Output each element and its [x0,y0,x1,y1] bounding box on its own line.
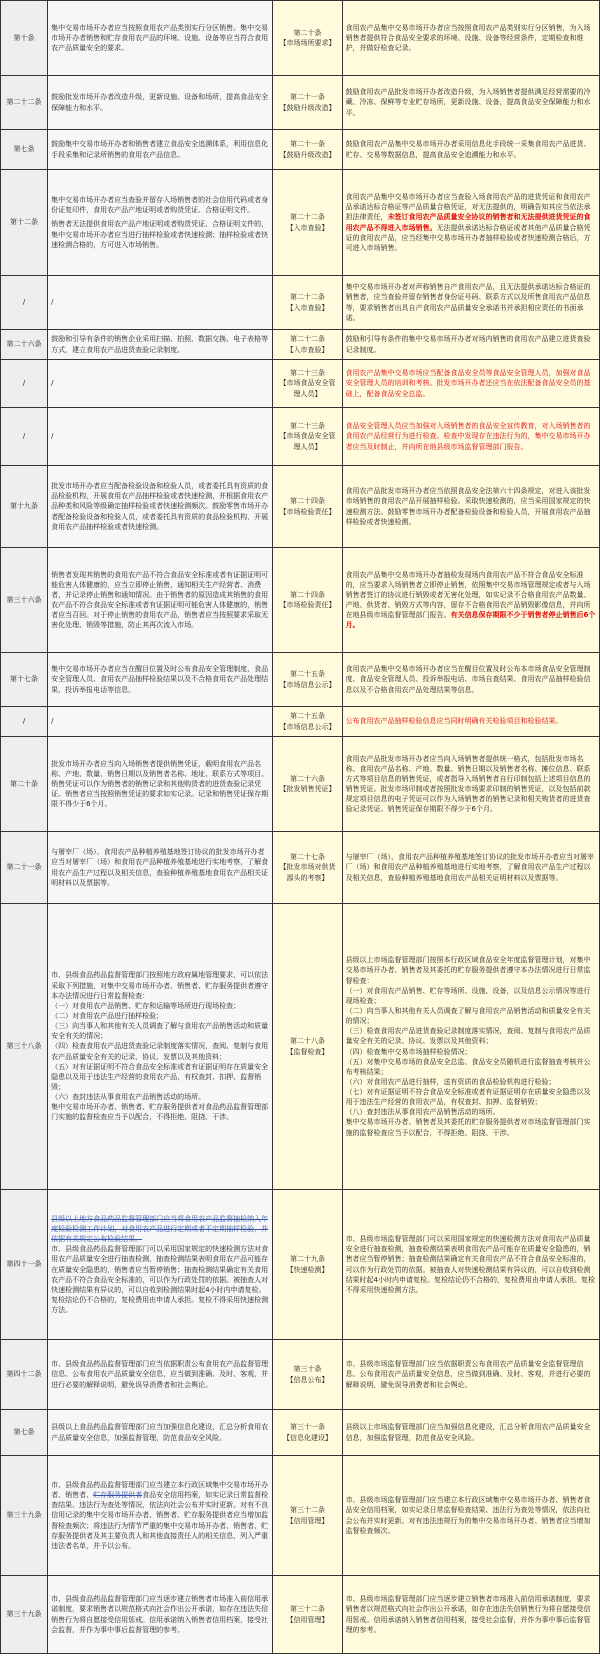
new-article-number: 第三十条 [293,1365,322,1374]
new-article-cell [273,707,342,737]
old-article-text: 集中交易市场开办者应当按照食用农产品类别实行分区销售。集中交易市场开办者销售和贮存食用农产品的环境、设施、设备等应当符合食用农产品质量安全的要求。 [48,1,273,76]
new-article-cell [273,1,342,76]
new-article-text: 食用农产品集中交易市场开办者应当按照食用农产品类别实行分区销售，为入场销售者提供符合食品安全要求的环境、设施、设备等经营条件，定期检查和维护，并做好检查记录。 [342,1,599,76]
table-row [1,832,600,904]
table-row [1,653,600,707]
old-article-number: / [1,408,48,466]
new-article-cell [273,548,342,653]
old-article-number: 第七条 [1,1410,48,1456]
new-article-number: 第二十条 [293,28,322,37]
table-row [1,1410,600,1456]
table-row [1,130,600,170]
new-article-title: 【市场信息公示】 [279,680,336,689]
new-article-number: 第三十一条 [290,1423,325,1432]
table-row [1,1190,600,1340]
old-article-text: 鼓励集中交易市场开办者和销售者建立食品安全追溯体系，利用信息化手段采集和记录所销售的食用农产品信息。 [48,130,273,170]
table-row [1,1456,600,1576]
new-article-number: 第二十九条 [290,1255,325,1264]
old-article-text: 销售者发现其销售的食用农产品不符合食品安全标准或者有证据证明可能危害人体健康的，应当立即停止销售，通知相关生产经营者、消费者，并记录停止销售和通知情况。由于销售者的原因造成其销售的食用农产品不符合食品安全标准或者有证据证明可能危害人体健康的，销售者应当召回。对于停止销售的食用农产品，销售者应当按照要求采取无害化处理、销毁等措施，防止其再次流入市场。 [48,548,273,653]
new-article-number: 第二十四条 [290,497,325,506]
new-article-title: 【市场食品安全管理人员】 [279,379,336,398]
new-article-cell [273,1190,342,1340]
new-article-text: 鼓励和引导有条件的集中交易市场开办者对场内销售的食用农产品建立进货查验记录制度。 [342,330,599,360]
new-article-number: 第二十四条 [290,590,325,599]
new-article-number: 第二十七条 [290,853,325,862]
old-article-text: / [48,360,273,408]
new-article-cell [273,360,342,408]
new-article-title: 【入市查验】 [286,223,329,232]
new-article-text: 食用农产品集中交易市场开办者应当查验入场食用农产品的进货凭证和食用农产品承诺达标合格证等产品质量合格凭证，对无法提供的，明确告知其应当依法承担法律责任，未签订食用农产品质量安全协议的销售者和无法提供进货凭证的食用农产品不得进入市场销售。无法提供承诺达标合格证或者其他产品质量合格凭证的食用农产品，应当经集中交易市场开办者抽样检验或者快速检测合格后，方可进入市场销售。 [342,170,599,276]
new-article-number: 第二十五条 [290,712,325,721]
new-article-number: 第二十二条 [290,213,325,222]
old-article-number: 第二十条 [1,737,48,832]
new-article-number: 第二十八条 [290,1037,325,1046]
new-article-cell [273,653,342,707]
new-article-text: 食用农产品批发市场开办者应当依照食品安全法第六十四条规定，对进入该批发市场销售的食用农产品开展抽样检验。采取快速检测的，应当采用国家规定的快速检测方法。鼓励零售市场开办者配备检验设备和检验人员，开展食用农产品抽样检验或者快速检测。 [342,466,599,548]
old-article-number: 第三十八条 [1,904,48,1190]
old-article-text: / [48,276,273,330]
new-article-title: 【监督检查】 [286,1047,329,1056]
old-article-text: 鼓励和引导有条件的销售企业采用扫描、拍照、数据交换、电子表格等方式，建立食用农产品进货查验记录制度。 [48,330,273,360]
old-article-text: 批发市场开办者应当配备检验设备和检验人员，或者委托具有资质的食品检验机构，开展食用农产品抽样检验或者快速检测，并根据食用农产品种类和风险等级确定抽样检验或者快速检测频次。鼓励零售市场开办者配备检验设备和检验人员，或者委托具有资质的食品检验机构，开展食用农产品抽样检验或者快速检测。 [48,466,273,548]
old-article-text: 县级以上地方食品药品监督管理部门应当将食用农产品监督抽检纳入年度检验检测工作计划，对食用农产品进行定期或者不定期抽样检验，并依据有关规定公布检验结果。 市、县级食品药品监督管理部门可以采用国家规定的快速检测方法对食用农产品质量安全进行抽查检测，抽查检测结果表明食用农产品可能存在质量安全隐患的，销售者应当暂停销售；抽查检测结果确定有关食用农产品不符合食品安全标准的，可以作为行政处罚的依据。被抽查人对快速检测结果有异议的，可以自收到检测结果时起4小时内申请复检。复检结论仍不合格的，复检费用由申请人承担。复检不得采用快速检测方法。 [48,1190,273,1340]
old-article-text: 与屠宰厂（场）、食用农产品种植养殖基地签订协议的批发市场开办者应当对屠宰厂（场）和食用农产品种植养殖基地进行实地考察，了解食用农产品生产过程以及相关信息，查验种植养殖基地食用农产品相关证明材料以及票据等。 [48,832,273,904]
deleted-text: 县级以上地方食品药品监督管理部门应当将食用农产品监督抽检纳入年度检验检测工作计划，对食用农产品进行定期或者不定期抽样检验，并依据有关规定公布检验结果。 [51,1214,269,1244]
old-article-text: / [48,707,273,737]
new-article-cell [273,276,342,330]
new-article-cell [273,832,342,904]
new-article-title: 【批发市场对供货源头的考察】 [279,863,336,882]
new-article-text: 公布食用农产品抽样检验信息应当同时明确有关检验项目和检验结果。 [342,707,599,737]
new-article-number: 第二十一条 [290,93,325,102]
new-article-text: 食用农产品集中交易市场开办者应当在醒目位置及时公布本市场食品安全管理制度、食品安全管理人员、投诉举报电话、市场自查结果、食用农产品抽样检验信息以及不合格食用农产品处理结果等信息。 [342,653,599,707]
new-article-text: 集中交易市场开办者对声称销售自产食用农产品，且无法提供承诺达标合格证的销售者，应当查验并留存销售者身份证号码、联系方式以及所售食用农产品信息等，要求销售者出具自产食用农产品质量安全承诺书并承担相应责任的书面承诺。 [342,276,599,330]
new-article-title: 【信用管理】 [286,1615,329,1624]
old-article-text: / [48,408,273,466]
old-article-number: 第三十六条 [1,548,48,653]
old-article-text: 集中交易市场开办者应当在醒目位置及时公布食品安全管理制度、食品安全管理人员、食用农产品抽样检验结果以及不合格食用农产品处理结果、投诉举报电话等信息。 [48,653,273,707]
new-article-title: 【信用管理】 [286,1516,329,1525]
old-article-number: 第十条 [1,1,48,76]
old-article-text: 市、县级食品药品监督管理部门应当逐步建立销售者市场准入前信用承诺制度，要求销售者以规范格式向社会作出公开承诺，如存在违法失信销售行为将自愿接受信用惩戒。信用承诺纳入销售者信用档案，接受社会监督，并作为事中事后监督管理的参考。 [48,1576,273,1654]
old-article-number: / [1,707,48,737]
new-article-cell [273,1456,342,1576]
old-article-number: / [1,360,48,408]
new-article-text: 食用农产品集中交易市场应当配备食品安全员等食品安全管理人员，加强对食品安全管理人员的培训和考核。批发市场开办者还应当在依法配备食品安全员的基础上，配备食品安全总监。 [342,360,599,408]
new-article-title: 【市场食品安全管理人员】 [279,432,336,451]
old-article-number: 第三十九条 [1,1576,48,1654]
new-article-number: 第三十二条 [290,1605,325,1614]
old-article-number: 第二十二条 [1,76,48,130]
new-article-text: 鼓励食用农产品批发市场开办者改造升级，为入场销售者提供满足经营需要的冷藏、冷冻、保鲜等专业贮存场所，更新设施、设备，提高食品安全保障能力和水平。 [342,76,599,130]
new-article-cell [273,904,342,1190]
table-row [1,360,600,408]
new-article-text: 鼓励食用农产品集中交易市场开办者采用信息化手段统一采集食用农产品进货、贮存、交易等数据信息，提高食品安全追溯能力和水平。 [342,130,599,170]
new-article-cell [273,1340,342,1410]
new-article-text: 市、县级市场监督管理部门应当建立本行政区域集中交易市场开办者、销售者食品安全信用档案，如实记录日常监督检查结果、违法行为查处等情况，依法向社会公布并实时更新。对有违法违规行为的集中交易市场开办者、销售者应当增加监督检查频次。 [342,1456,599,1576]
new-article-title: 【快速检测】 [286,1265,329,1274]
new-article-text: 食品安全管理人员应当加强对入场销售者的食品安全宣传教育，对入场销售者的食用农产品经营行为进行检查。检查中发现存在违法行为的，集中交易市场开办者应当及时制止，并向所在地县级市场监督管理部门报告。 [342,408,599,466]
new-article-number: 第三十二条 [290,1506,325,1515]
table-row [1,276,600,330]
new-article-cell [273,737,342,832]
new-article-text: 县级以上市场监督管理部门按照本行政区域食品安全年度监督管理计划，对集中交易市场开办者、销售者及其委托的贮存服务提供者遵守本办法情况进行日常监督检查： （一）对食用农产品销售、贮存等场所、设施、设备，以及信息公示情况等进行现场检查； （二）向当事人和其他有关人员调查了解与食用农产品销售活动和质量安全有关的情况； （三）检查食用农产品进货查验记录制度落实情况，查阅、复制与食用农产品质量安全有关的记录、协议、发票以及其他资料； （四）检查集中交易市场抽样检验情况； （五）对集中交易市场的食品安全总监、食品安全员随机进行监督抽查考核并公布考核结果； （六）对食用农产品进行抽样，送有资质的食品检验机构进行检验； （七）对有证据证明不符合食品安全标准或者有证据证明存在质量安全隐患以及用于违法生产经营的食用农产品，有权查封、扣押、监督销毁； （八）查封违法从事食用农产品销售活动的场所。 集中交易市场开办者、销售者及其委托的贮存服务提供者对市场监督管理部门实施的监督检查应当予以配合，不得拒绝、阻挠、干涉。 [342,904,599,1190]
old-article-text: 鼓励批发市场开办者改造升级，更新设施、设备和场所，提高食品安全保障能力和水平。 [48,76,273,130]
new-article-title: 【鼓励升级改造】 [279,150,336,159]
new-article-cell [273,76,342,130]
new-article-number: 第二十二条 [290,335,325,344]
table-row [1,76,600,130]
old-article-number: 第十九条 [1,466,48,548]
new-article-number: 第二十一条 [290,140,325,149]
old-article-number: 第二十六条 [1,330,48,360]
old-article-number: / [1,276,48,330]
deleted-text: 贮存服务提供者 [93,1491,143,1500]
new-article-number: 第二十五条 [290,670,325,679]
new-article-text: 县级以上市场监督管理部门应当加强信息化建设，汇总分析食用农产品质量安全信息，加强监督管理，防范食品安全风险。 [342,1410,599,1456]
new-article-title: 【鼓励升级改造】 [279,103,336,112]
new-article-cell [273,130,342,170]
old-article-text: 县级以上食品药品监督管理部门应当加强信息化建设，汇总分析食用农产品质量安全信息，加强监督管理，防范食品安全风险。 [48,1410,273,1456]
table-row [1,1340,600,1410]
new-article-title: 【市场检验责任】 [279,507,336,516]
new-article-number: 第二十二条 [290,293,325,302]
table-row [1,330,600,360]
table-row [1,466,600,548]
old-article-number: 第七条 [1,130,48,170]
table-row [1,1576,600,1654]
new-article-text: 食用农产品批发市场开办者应当向入场销售者提供统一格式，包括批发市场名称、食用农产品名称、产地、数量、销售日期以及销售者名称、摊位信息、联系方式等项目信息的销售凭证，或者指导入场销售者自行印制包括上述项目信息的销售凭证。批发市场印制或者按照批发市场要求印制的销售凭证，以及包括前款规定项目信息的电子凭证可以作为入场销售者的销售记录和相关购货者的进货查验记录凭证。销售凭证保存期限不得少于6个月。 [342,737,599,832]
old-article-number: 第四十一条 [1,1190,48,1340]
table-row [1,1,600,76]
new-article-title: 【市场信息公示】 [279,722,336,731]
new-article-title: 【市场场所要求】 [279,39,336,47]
new-article-text: 食用农产品集中交易市场开办者抽检发现场内食用农产品不符合食品安全标准的，应当要求入场销售者立即停止销售，依照集中交易市场管理规定或者与入场销售者签订的协议进行销毁或者无害化处理，如实记录不合格食用农产品数量、产地、供货者、销毁方式等内容，留存不合格食用农产品销毁影像信息，并向所在地县级市场监督管理部门报告。有关信息保存期限不少于销售者停止销售后6个月。 [342,548,599,653]
old-article-number: 第十七条 [1,653,48,707]
old-article-text: 市、县级食品药品监督管理部门应当建立本行政区域集中交易市场开办者、销售者、贮存服务提供者食品安全信用档案，如实记录日常监督检查结果、违法行为查处等情况，依法向社会公布并实时更新。对有不良信用记录的集中交易市场开办者、销售者、贮存服务提供者应当增加监督检查频次；将违法行为情节严重的集中交易市场开办者、销售者、贮存服务提供者及其主要负责人和其他直接责任人的相关信息，列入严重违法者名单，并予以公布。 [48,1456,273,1576]
table-row [1,904,600,1190]
table-row [1,170,600,276]
old-article-text: 市、县级食品药品监督管理部门按照地方政府属地管理要求，可以依法采取下列措施，对集中交易市场开办者、销售者、贮存服务提供者遵守本办法情况进行日常监督检查： （一）对食用农产品销售、贮存和运输等场所进行现场检查； （二）对食用农产品进行抽样检验； （三）向当事人和其他有关人员调查了解与食用农产品销售活动和质量安全有关的情况； （四）检查食用农产品进货查验记录制度落实情况，查阅、复制与食用农产品质量安全有关的记录、协议、发票以及其他资料； （五）对有证据证明不符合食品安全标准或者有证据证明存在质量安全隐患以及用于违法生产经营的食用农产品，有权查封、扣押、监督销毁； （六）查封违法从事食用农产品销售活动的场所。 集中交易市场开办者、销售者、贮存服务提供者对食品药品监督管理部门实施的监督检查应当予以配合，不得拒绝、阻挠、干涉。 [48,904,273,1190]
new-article-cell [273,1410,342,1456]
old-article-number: 第十二条 [1,170,48,276]
red-highlight: 有关信息保存期限不少于销售者停止销售后6个月。 [345,611,596,630]
new-article-text: 市、县级市场监督管理部门应当依据职责公布食用农产品质量安全监督管理信息。公布食用农产品质量安全信息，应当做到准确、及时、客观，并进行必要的解释说明，避免误导消费者和社会舆论。 [342,1340,599,1410]
old-article-number: 第二十一条 [1,832,48,904]
new-article-text: 市、县级市场监督管理部门可以采用国家规定的快速检测方法对食用农产品质量安全进行抽查检测，抽查检测结果表明食用农产品可能存在质量安全隐患的，销售者应当暂停销售；抽查检测结果确定有关食用农产品不符合食品安全标准的，可以作为行政处罚的依据。被抽查人对快速检测结果有异议的，可以自收到检测结果时起4小时内申请复检。复检结论仍不合格的，复检费用由申请人承担。复检不得采用快速检测方法。 [342,1190,599,1340]
table-row [1,737,600,832]
new-article-title: 【批发销售凭证】 [279,785,336,793]
old-article-text: 集中交易市场开办者应当查验并留存入场销售者的社会信用代码或者身份证复印件，食用农产品产地证明或者购货凭证、合格证明文件。 销售者无法提供食用农产品产地证明或者购货凭证、合格证明文件的，集中交易市场开办者应当进行抽样检验或者快速检测；抽样检验或者快速检测合格的，方可进入市场销售。 [48,170,273,276]
new-article-number: 第二十三条 [290,369,325,378]
new-article-title: 【市场检验责任】 [279,601,336,609]
new-article-title: 【信息公布】 [286,1375,329,1384]
old-article-text: 批发市场开办者应当向入场销售者提供销售凭证，载明食用农产品名称、产地、数量、销售日期以及销售者名称、地址、联系方式等项目。销售凭证可以作为销售者的销售记录和其他购货者的进货查验记录凭证。销售者应当按照销售凭证的要求如实记录。记录和销售凭证保存期限不得少于6个月。 [48,737,273,832]
new-article-cell [273,170,342,276]
new-article-cell [273,466,342,548]
new-article-title: 【入市查验】 [286,345,329,354]
new-article-cell [273,1576,342,1654]
red-highlight: 未签订食用农产品质量安全协议的销售者和无法提供进货凭证的食用农产品不得进入市场销售。 [345,213,591,232]
new-article-text: 市、县级市场监督管理部门应当逐步建立销售者市场准入前信用承诺制度，要求销售者以规范格式向社会作出公开承诺，如存在违法失信销售行为将自愿接受信用惩戒。信用承诺纳入销售者信用档案，接受社会监督，并作为事中事后监督管理的参考。 [342,1576,599,1654]
new-article-title: 【入市查验】 [286,303,329,312]
new-article-cell [273,408,342,466]
table-row [1,408,600,466]
new-article-cell [273,330,342,360]
old-article-number: 第三十九条 [1,1456,48,1576]
old-article-number: 第四十二条 [1,1340,48,1410]
table-row [1,707,600,737]
old-article-text: 市、县级食品药品监督管理部门应当依据职责公布食用农产品监督管理信息。公布食用农产品质量安全信息，应当做到准确、及时、客观，并进行必要的解释说明，避免误导消费者和社会舆论。 [48,1340,273,1410]
new-article-number: 第二十三条 [290,422,325,431]
new-article-text: 与屠宰厂（场）、食用农产品种植养殖基地签订协议的批发市场开办者应当对屠宰厂（场）和食用农产品种植养殖基地进行实地考察，了解食用农产品生产过程以及相关信息，查验种植养殖基地食用农产品相关证明材料以及票据等。 [342,832,599,904]
new-article-title: 【信息化建设】 [283,1433,332,1442]
new-article-number: 第二十六条 [290,774,325,783]
table-row [1,548,600,653]
